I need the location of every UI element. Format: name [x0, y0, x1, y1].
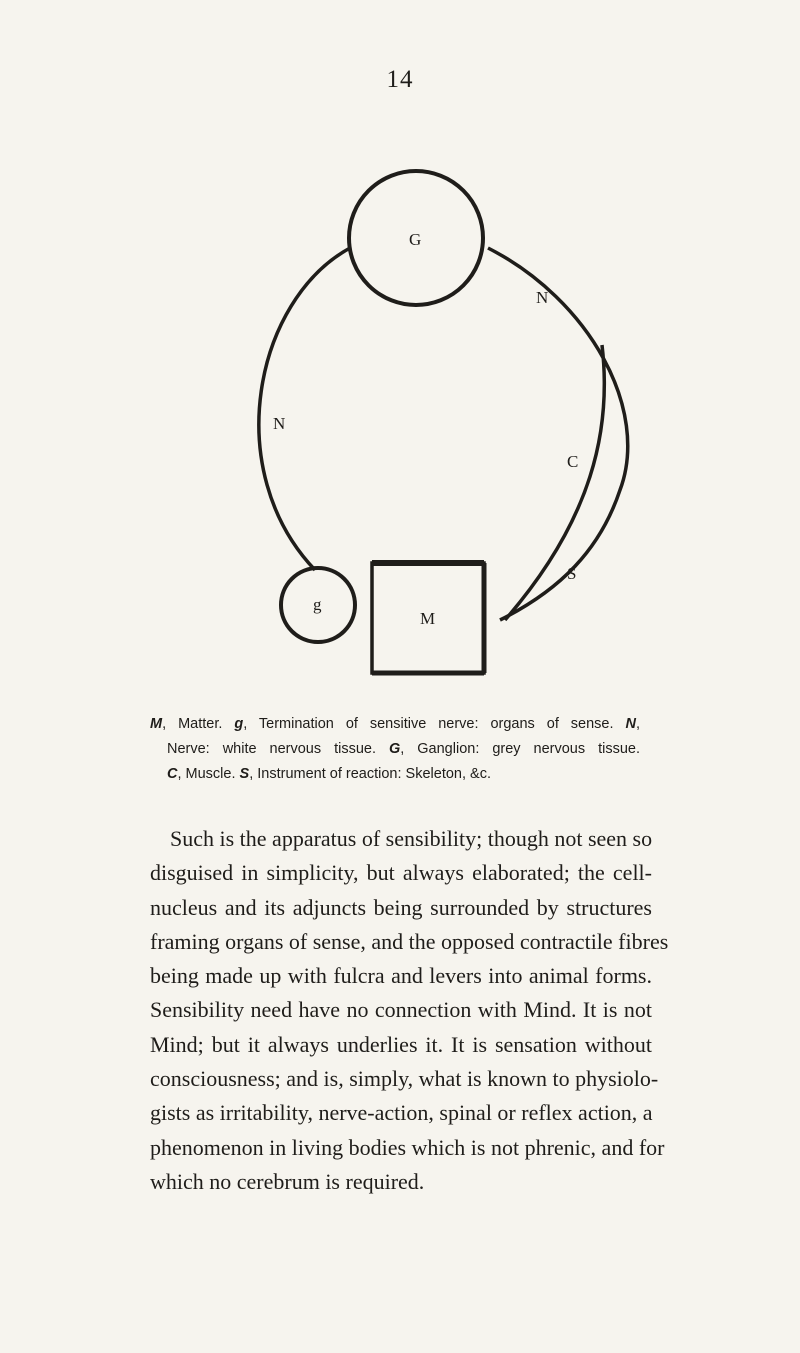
caption-key: S	[239, 766, 250, 782]
label-ganglion: G	[409, 230, 422, 249]
body-line: framing organs of sense, and the opposed contractile fibres	[150, 928, 669, 954]
left-nerve-arc	[259, 248, 350, 570]
caption-line	[150, 762, 640, 787]
caption-key: G	[388, 741, 401, 757]
label-nerve-left: N	[273, 414, 286, 433]
diagram-svg	[240, 150, 660, 710]
body-line: Mind; but it always underlies it. It is sensation without	[150, 1031, 652, 1057]
body-line: nucleus and its adjuncts being surrounded by structures	[150, 894, 652, 920]
nervous-apparatus-diagram	[240, 150, 660, 710]
caption-text: Nerve: white nervous tissue.	[167, 741, 389, 757]
caption-line	[150, 737, 640, 762]
body-line: Sensibility need have no connection with Mind. It is not	[150, 997, 652, 1023]
label-nerve-top: N	[536, 288, 549, 307]
label-termination: g	[313, 595, 322, 614]
right-nerve-arc	[488, 248, 628, 620]
muscle-arc	[505, 345, 604, 620]
caption-key: N	[625, 716, 636, 732]
caption-text: , Ganglion: grey nervous tissue.	[400, 741, 640, 757]
body-line: gists as irritability, nerve-action, spinal or reflex action, a	[150, 1100, 653, 1126]
body-line: Such is the apparatus of sensibility; though not seen so	[170, 826, 653, 851]
body-line: which no cerebrum is required.	[150, 1168, 425, 1194]
label-matter: M	[420, 609, 436, 628]
body-line: being made up with fulcra and levers into animal forms.	[150, 963, 652, 989]
caption-key: g	[234, 716, 244, 732]
body-line: phenomenon in living bodies which is not phrenic, and for	[150, 1134, 665, 1160]
caption-key: M	[150, 716, 163, 732]
label-instrument: S	[567, 564, 577, 583]
caption-key: C	[167, 766, 178, 782]
body-line: disguised in simplicity, but always elaborated; the cell-	[150, 860, 652, 886]
caption-text: , Termination of sensitive nerve: organs of sense.	[243, 716, 626, 732]
body-line: consciousness; and is, simply, what is known to physiolo-	[150, 1066, 659, 1092]
figure-caption	[150, 712, 640, 787]
caption-line	[150, 712, 640, 737]
caption-text: ,	[635, 716, 640, 732]
page-number: 14	[386, 66, 414, 93]
caption-text: , Instrument of reaction: Skeleton, &c.	[249, 766, 491, 782]
label-muscle: C	[567, 452, 579, 471]
body-paragraph	[150, 822, 669, 1199]
caption-text: , Muscle.	[177, 766, 240, 782]
caption-text: , Matter.	[162, 716, 235, 732]
